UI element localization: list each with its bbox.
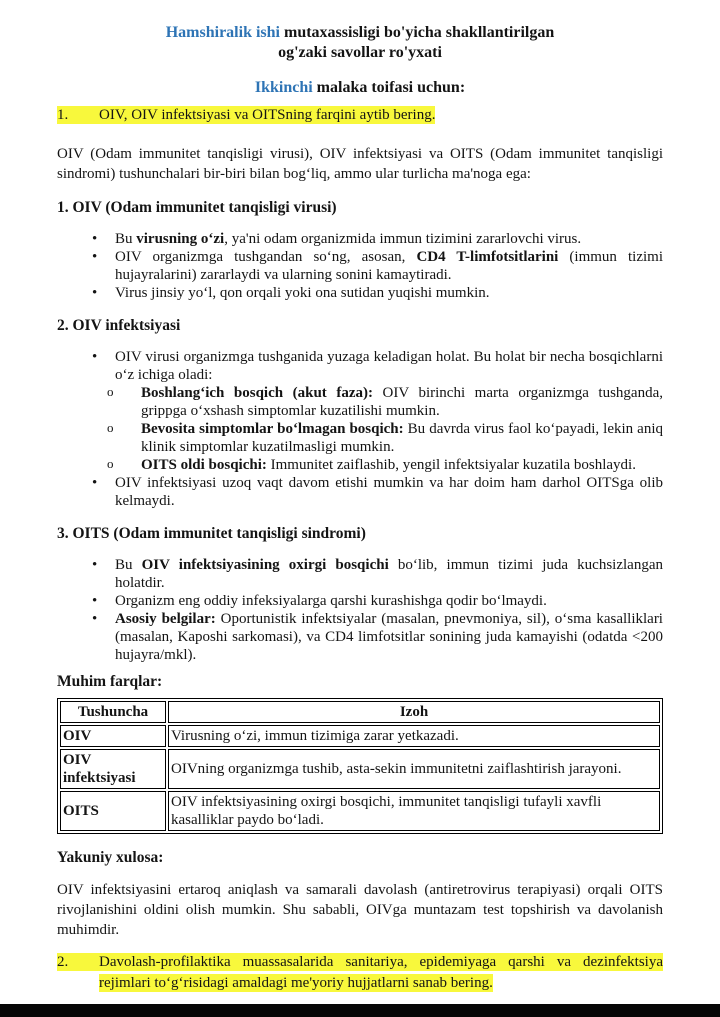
question-1-highlight: [57, 106, 435, 124]
intro-paragraph: OIV (Odam immunitet tanqisligi virusi), OIV infektsiyasi va OITS (Odam immunitet tanqisligi sindromi) tushunchalari bir-biri bilan bog‘liq, ammo ular turlicha ma'noga ega:: [57, 146, 663, 182]
list-item: • OIV infektsiyasi uzoq vaqt davom etishi mumkin va har doim ham darhol OITSga olib kelmaydi.: [115, 474, 663, 510]
sub-list-item: o Bevosita simptomlar bo‘lmagan bosqich: Bu davrda virus faol ko‘payadi, lekin aniq klinik simptomlar kuzatilmasligi mumkin.: [141, 420, 663, 456]
title-line-1: [57, 23, 663, 43]
table-header-row: [60, 701, 660, 723]
question-2-text: Davolash-profilaktika muassasalarida sanitariya, epidemiyaga qarshi va dezinfektsiya rejimlari to‘g‘risidagi amaldagi me'yoriy hujjatlarni sanab bering.: [99, 954, 663, 991]
title-line-2: og'zaki savollar ro'yxati: [278, 44, 442, 61]
sub-list-item: o OITS oldi bosqichi: Immunitet zaiflashib, yengil infektsiyalar kuzatila boshlaydi.: [141, 456, 663, 474]
question-1: [57, 105, 663, 126]
table-header-tushuncha: Tushuncha: [60, 701, 166, 723]
document-title: [57, 23, 663, 63]
table-row: [60, 791, 660, 831]
conclusion-heading: Yakuniy xulosa:: [57, 849, 164, 866]
table-heading: Muhim farqlar:: [57, 673, 163, 690]
table-cell-term: OIV: [60, 725, 166, 747]
section-1-heading: 1. OIV (Odam immunitet tanqisligi virusi): [57, 199, 337, 216]
list-item-text: OIV virusi organizmga tushganida yuzaga keladigan holat. Bu holat bir necha bosqichlarni o‘z ichiga oladi:: [115, 349, 663, 383]
table-row: [60, 749, 660, 789]
section-3-list: [57, 556, 663, 664]
list-item: [115, 348, 663, 474]
conclusion-paragraph: OIV infektsiyasini ertaroq aniqlash va samarali davolash (antiretrovirus terapiyasi) orqali OITS rivojlanishini oldini olish mumkin. Shu sababli, OIVga muntazam test topshirish va davolanish muhimdir.: [57, 882, 663, 938]
table-cell-izoh: OIVning organizmga tushib, asta-sekin immunitetni zaiflashtirish jarayoni.: [168, 749, 660, 789]
section-2-sublist: [115, 384, 663, 474]
list-item: • Bu OIV infektsiyasining oxirgi bosqichi bo‘lib, immun tizimi juda kuchsizlangan holatdir.: [115, 556, 663, 592]
table-row: [60, 725, 660, 747]
comparison-table: [57, 698, 663, 834]
table-cell-term: OIV infektsiyasi: [60, 749, 166, 789]
list-item: • Virus jinsiy yo‘l, qon orqali yoki ona sutidan yuqishi mumkin.: [115, 284, 663, 302]
section-2-heading: 2. OIV infektsiyasi: [57, 317, 181, 334]
table-cell-izoh: Virusning o‘zi, immun tizimiga zarar yetkazadi.: [168, 725, 660, 747]
question-1-text: OIV, OIV infektsiyasi va OITSning farqini aytib bering.: [99, 107, 436, 123]
subtitle-rest-text: malaka toifasi uchun:: [312, 79, 466, 96]
subtitle-accent-text: Ikkinchi: [254, 79, 313, 96]
question-2: [57, 952, 663, 994]
table-cell-izoh: OIV infektsiyasining oxirgi bosqichi, immunitet tanqisligi tufayli xavfli kasalliklar paydo bo‘ladi.: [168, 791, 660, 831]
list-item: • Asosiy belgilar: Oportunistik infektsiyalar (masalan, pnevmoniya, sil), o‘sma kasalliklari (masalan, Kaposhi sarkomasi), va CD4 limfotsitlar sonining juda kamayishi (odatda <200 hujayra/mkl).: [115, 610, 663, 664]
question-1-number: 1.: [57, 107, 69, 123]
sub-list-item: o Boshlang‘ich bosqich (akut faza): OIV birinchi marta organizmga tushganda, grippga o‘xshash simptomlar kuzatilishi mumkin.: [141, 384, 663, 420]
list-item: • Organizm eng oddiy infeksiyalarga qarshi kurashishga qodir bo‘lmaydi.: [115, 592, 663, 610]
question-2-number: 2.: [57, 954, 69, 970]
question-2-highlight: [57, 953, 663, 992]
bottom-black-bar: [0, 1004, 720, 1017]
table-header-izoh: Izoh: [168, 701, 660, 723]
list-item: • Bu virusning o‘zi, ya'ni odam organizmida immun tizimini zararlovchi virus.: [115, 230, 663, 248]
section-2-list: [57, 348, 663, 510]
table-cell-term: OITS: [60, 791, 166, 831]
list-item: • OIV organizmga tushgandan so‘ng, asosan, CD4 T-limfotsitlarini (immun tizimi hujayralarini) zararlaydi va ularning sonini kamaytiradi.: [115, 248, 663, 284]
section-3-heading: 3. OITS (Odam immunitet tanqisligi sindromi): [57, 525, 366, 542]
section-1-list: [57, 230, 663, 302]
title-rest-text: mutaxassisligi bo'yicha shakllantirilgan: [279, 24, 555, 41]
document-subtitle: [57, 78, 663, 98]
title-accent-text: Hamshiralik ishi: [165, 24, 280, 41]
